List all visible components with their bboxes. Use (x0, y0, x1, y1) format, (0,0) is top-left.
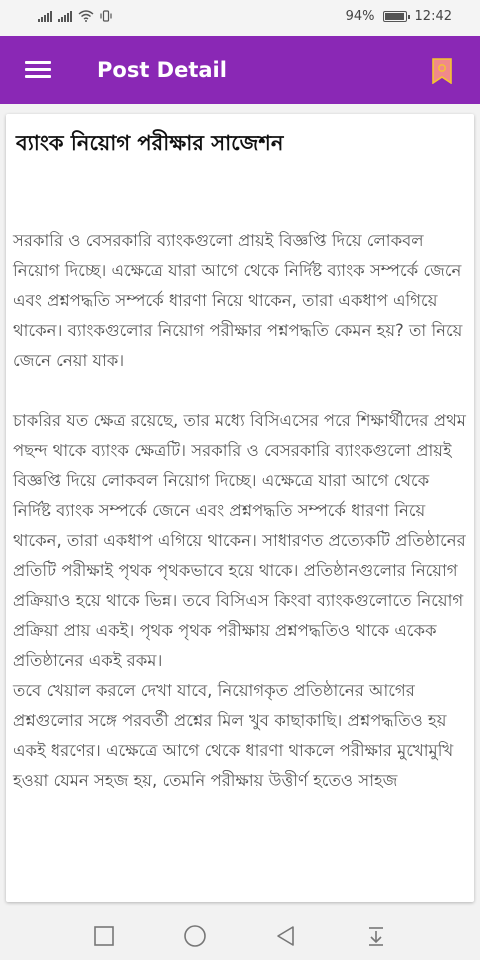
clock: 12:42 (414, 9, 452, 24)
recents-square-icon[interactable] (92, 924, 116, 948)
home-circle-icon[interactable] (183, 924, 207, 948)
battery-percent: 94% (345, 9, 375, 24)
post-paragraph: তবে খেয়াল করলে দেখা যাবে, নিয়োগকৃত প্রতিষ্ঠানের আগের প্রশ্নগুলোর সঙ্গে পরবর্তী প্রশ্নের মিল খুব কাছাকাছি। প্রশ্নপদ্ধতিও হয় একই ধরণের। এক্ষেত্রে আগে থেকে ধারণা থাকলে পরীক্ষার মুখোমুখি হওয়া যেমন সহজ হয়, তেমনি পরীক্ষায় উত্তীর্ণ হতেও সাহজ (13, 681, 454, 790)
system-nav-bar (0, 912, 480, 960)
bookmark-icon[interactable] (432, 58, 452, 84)
notification-pull-down-icon[interactable] (364, 924, 388, 948)
post-body (13, 226, 467, 796)
battery-icon (383, 11, 407, 22)
post-card (6, 114, 474, 902)
vibrate-icon (100, 10, 112, 22)
battery-level (385, 13, 404, 20)
page-title: Post Detail (97, 58, 227, 82)
app-bar (0, 36, 480, 104)
signal-strength-icon (38, 11, 52, 22)
back-triangle-icon[interactable] (274, 924, 298, 948)
signal-strength-icon (58, 11, 72, 22)
hamburger-menu-icon[interactable] (25, 61, 51, 79)
post-title: ব্যাংক নিয়োগ পরীক্ষার সাজেশন (16, 131, 284, 155)
status-bar (0, 0, 480, 36)
status-right (346, 9, 452, 24)
post-paragraph: সরকারি ও বেসরকারি ব্যাংকগুলো প্রায়ই বিজ্ঞপ্তি দিয়ে লোকবল নিয়োগ দিচ্ছে। এক্ষেত্রে যারা আগে থেকে নির্দিষ্ট ব্যাংক সম্পর্কে জেনে এবং প্রশ্নপদ্ধতি সম্পর্কে ধারণা নিয়ে থাকেন, তারা একধাপ এগিয়ে থাকেন। ব্যাংকগুলোর নিয়োগ পরীক্ষার পশ্নপদ্ধতি কেমন হয়? তা নিয়ে জেনে নেয়া যাক। (13, 231, 463, 370)
wifi-icon (78, 10, 94, 22)
signal-indicators (38, 10, 112, 22)
post-paragraph: চাকরির যত ক্ষেত্র রয়েছে, তার মধ্যে বিসিএসের পরে শিক্ষার্থীদের প্রথম পছন্দ থাকে ব্যাংক ক্ষেত্রটি। সরকারি ও বেসরকারি ব্যাংকগুলো প্রায়ই বিজ্ঞপ্তি দিয়ে লোকবল নিয়োগ দিচ্ছে। এক্ষেত্রে যারা আগে থেকে নির্দিষ্ট ব্যাংক সম্পর্কে জেনে এবং প্রশ্নপদ্ধতি সম্পর্কে ধারণা নিয়ে থাকেন, তারা একধাপ এগিয়ে থাকেন। সাধারণত প্রত্যেকটি প্রতিষ্ঠানের প্রতিটি পরীক্ষাই পৃথক পৃথকভাবে হয়ে থাকে। প্রতিষ্ঠানগুলোর নিয়োগ প্রক্রিয়াও হয়ে থাকে ভিন্ন। তবে বিসিএস কিংবা ব্যাংকগুলোতে নিয়োগ প্রক্রিয়া প্রায় একই। পৃথক পৃথক পরীক্ষায় প্রশ্নপদ্ধতিও থাকে একেক প্রতিষ্ঠানের একই রকম। (13, 411, 466, 670)
